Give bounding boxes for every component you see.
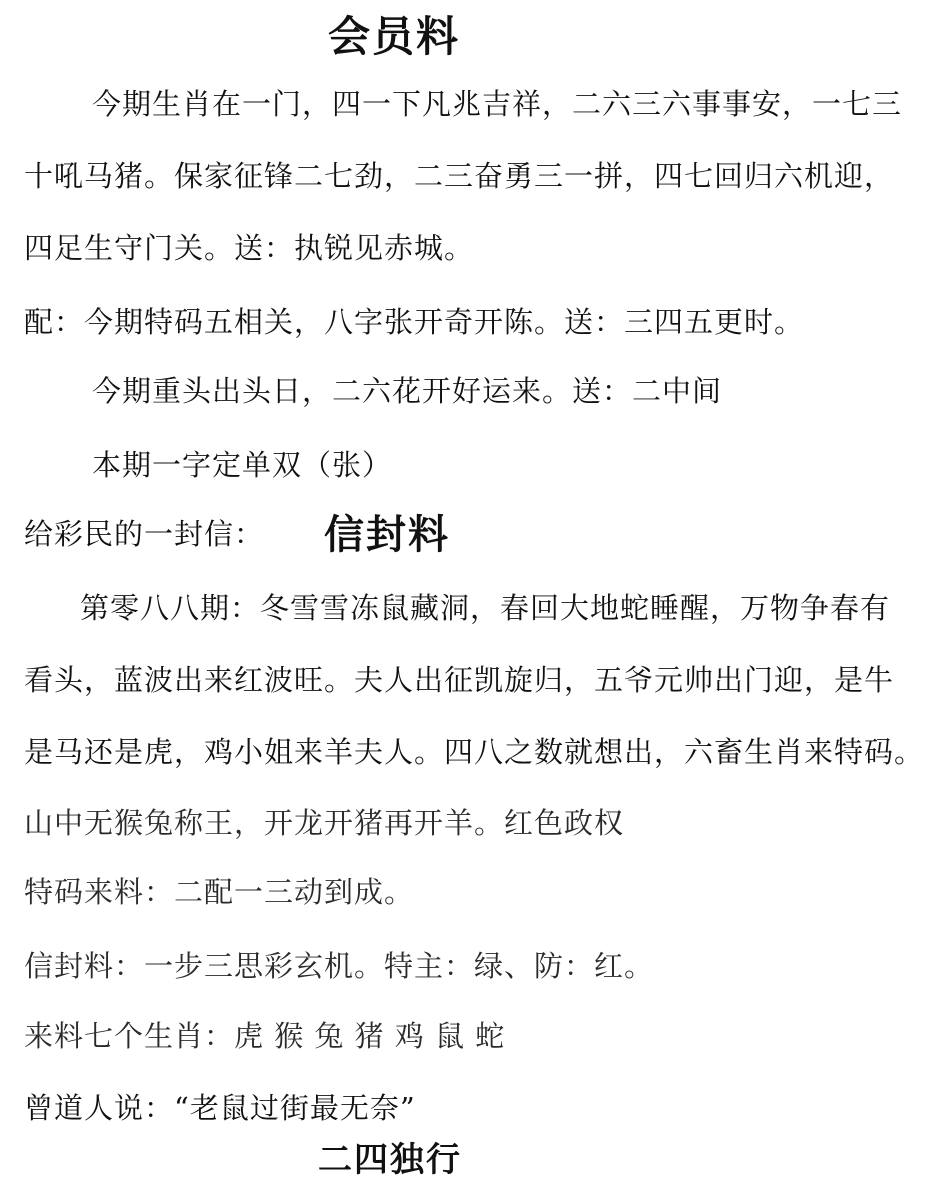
member-title: 会员料 [328, 12, 461, 61]
letter-line-3: 是马还是虎，鸡小姐来羊夫人。四八之数就想出，六畜生肖来特码。 [24, 735, 925, 769]
member-line-4: 配：今期特码五相关，八字张开奇开陈。送：三四五更时。 [24, 305, 805, 339]
member-line-3: 四足生守门关。送：执锐见赤城。 [24, 231, 475, 265]
member-line-2: 十吼马猪。保家征锋二七劲，二三奋勇三一拼，四七回归六机迎， [24, 159, 895, 193]
letter-line-1: 第零八八期：冬雪雪冻鼠藏洞，春回大地蛇睡醒，万物争春有 [80, 591, 891, 625]
letter-heading [24, 511, 451, 558]
letter-line-7: 来料七个生肖：虎 猴 兔 猪 鸡 鼠 蛇 [24, 1019, 506, 1053]
letter-line-6: 信封料：一步三思彩玄机。特主：绿、防：红。 [24, 949, 655, 983]
member-line-5: 今期重头出头日，二六花开好运来。送：二中间 [92, 374, 723, 408]
letter-title: 信封料 [324, 511, 451, 558]
letter-line-5: 特码来料：二配一三动到成。 [24, 875, 415, 909]
letter-line-4: 山中无猴兔称王，开龙开猪再开羊。红色政权 [24, 806, 625, 840]
letter-line-8: 曾道人说：“老鼠过街最无奈” [24, 1091, 416, 1125]
member-line-6: 本期一字定单双（张） [92, 448, 393, 482]
letter-line-2: 看头，蓝波出来红波旺。夫人出征凯旋归，五爷元帅出门迎，是牛 [24, 663, 895, 697]
footer-title: 二四独行 [318, 1140, 462, 1180]
member-line-1: 今期生肖在一门，四一下凡兆吉祥，二六三六事事安，一七三 [92, 87, 903, 121]
letter-label: 给彩民的一封信： [24, 517, 265, 551]
